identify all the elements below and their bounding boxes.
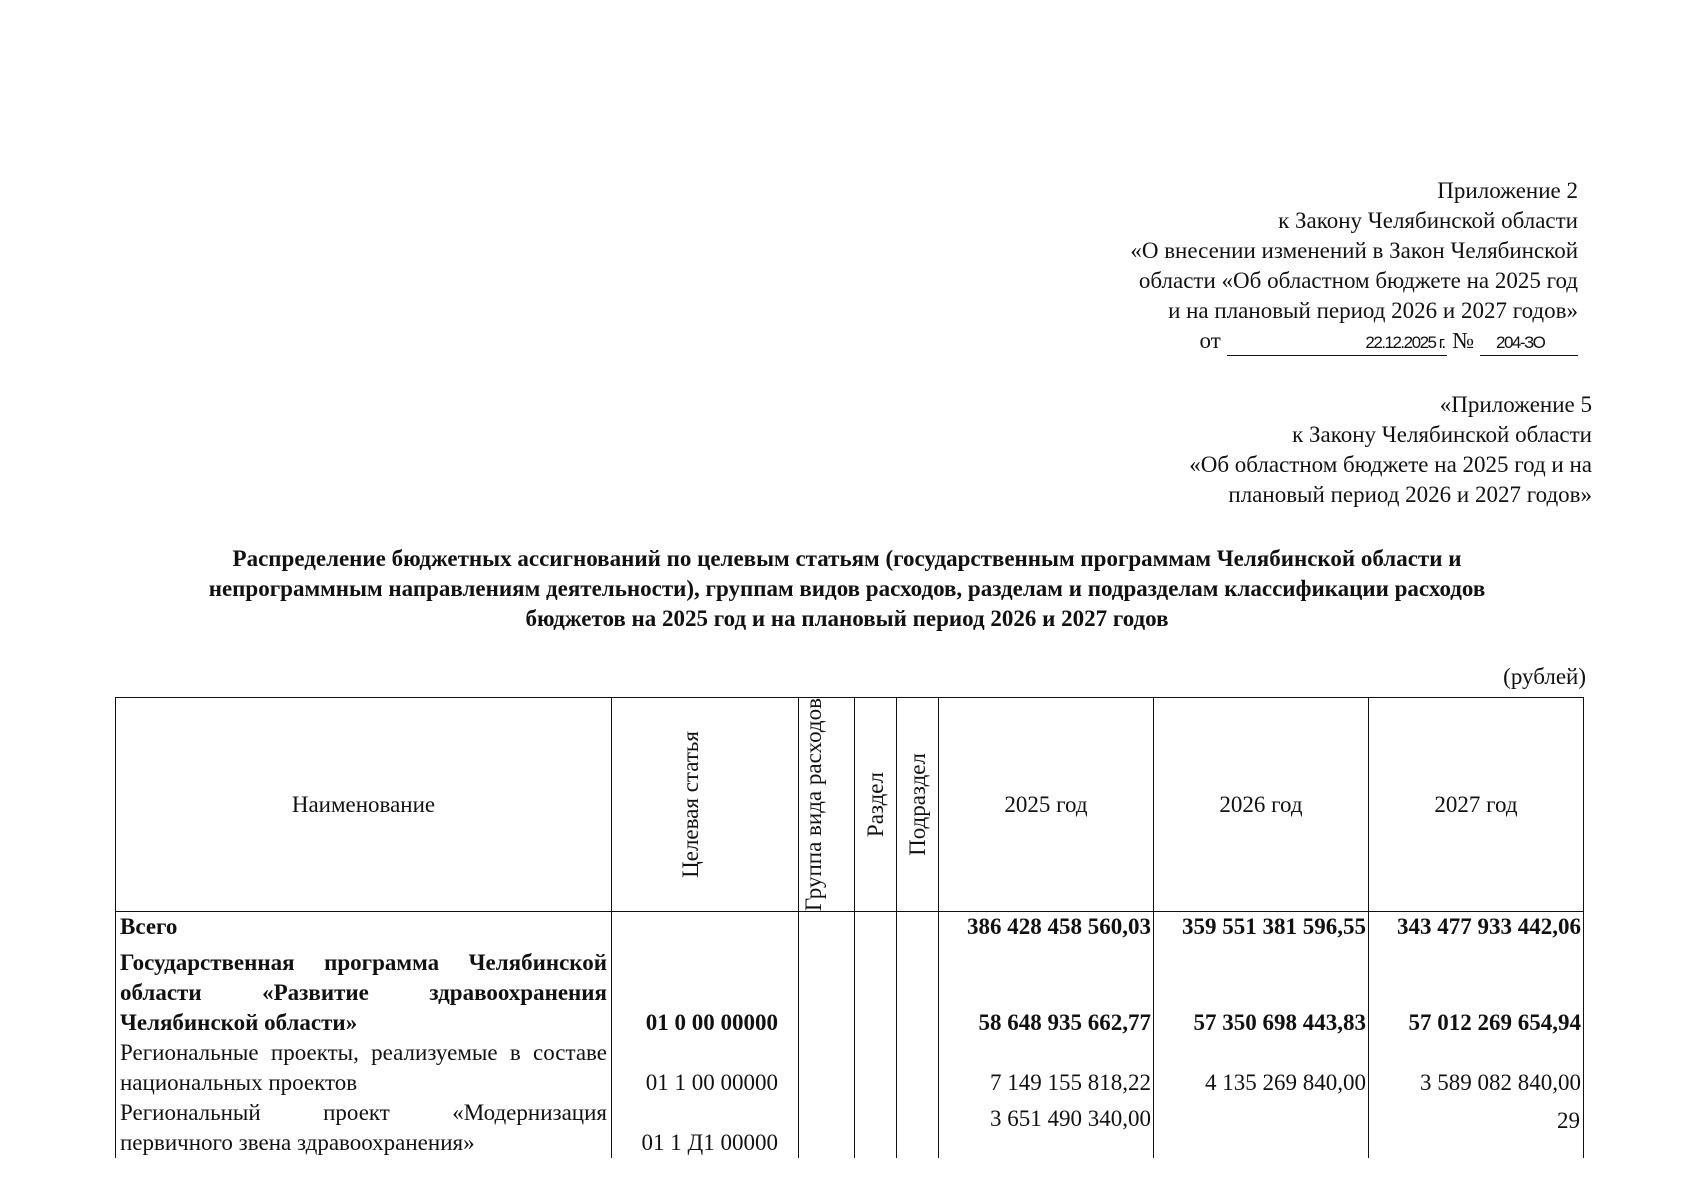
row-section	[855, 946, 897, 1038]
law-date: 22.12.2025 г.	[1227, 331, 1447, 356]
row-amount-2026	[1154, 1098, 1369, 1158]
row-amount-2026: 57 350 698 443,83	[1154, 946, 1369, 1038]
row-amount-2025: 58 648 935 662,77	[939, 946, 1154, 1038]
row-section	[855, 912, 897, 946]
row-amount-2027	[1369, 1098, 1584, 1158]
annex-original-header	[900, 390, 1592, 510]
header-2026: 2026 год	[1154, 698, 1369, 912]
row-expense-group	[799, 912, 855, 946]
table-row	[116, 946, 1584, 1038]
row-code: 01 1 Д1 00000	[612, 1098, 799, 1158]
budget-table	[115, 697, 1584, 1158]
header-expense-group: Группа вида расходов	[799, 698, 855, 912]
units-label: (рублей)	[1503, 664, 1586, 689]
row-amount-2026: 359 551 381 596,55	[1154, 912, 1369, 946]
annex-original-line: «Приложение 5	[1439, 392, 1592, 417]
law-number: 204-ЗО	[1480, 331, 1578, 356]
row-expense-group	[799, 1038, 855, 1098]
table-row	[116, 1098, 1584, 1158]
annex-current-line: к Закону Челябинской области	[1278, 208, 1578, 233]
row-amount-2025: 3 651 490 340,00	[939, 1098, 1154, 1158]
row-amount-2027: 343 477 933 442,06	[1369, 912, 1584, 946]
title-line: Распределение бюджетных ассигнований по целевым статьям (государственным программам Челябинской области и	[232, 546, 1462, 571]
row-amount-2026: 4 135 269 840,00	[1154, 1038, 1369, 1098]
annex-current-line: «О внесении изменений в Закон Челябинской	[1130, 238, 1578, 263]
row-amount-2025: 7 149 155 818,22	[939, 1038, 1154, 1098]
header-name: Наименование	[116, 698, 612, 912]
law-date-number-line	[900, 326, 1578, 356]
annex-current-header	[900, 176, 1578, 356]
number-label: №	[1452, 328, 1475, 353]
row-amount-2027: 3 589 082 840,00	[1369, 1038, 1584, 1098]
annex-current-line: и на плановый период 2026 и 2027 годов»	[1168, 298, 1578, 323]
header-subsection: Подраздел	[897, 698, 939, 912]
row-code: 01 1 00 00000	[612, 1038, 799, 1098]
annex-original-line: плановый период 2026 и 2027 годов»	[1228, 482, 1592, 507]
row-subsection	[897, 1038, 939, 1098]
row-amount-2027: 57 012 269 654,94	[1369, 946, 1584, 1038]
annex-current-line: Приложение 2	[1437, 178, 1578, 203]
document-title	[80, 544, 1614, 634]
row-expense-group	[799, 1098, 855, 1158]
row-name: Всего	[116, 912, 612, 946]
annex-original-line: к Закону Челябинской области	[1292, 422, 1592, 447]
header-2027: 2027 год	[1369, 698, 1584, 912]
page-number: 29	[1557, 1108, 1580, 1133]
row-subsection	[897, 946, 939, 1038]
row-subsection	[897, 912, 939, 946]
table-row	[116, 1038, 1584, 1098]
header-2025: 2025 год	[939, 698, 1154, 912]
row-name: Региональные проекты, реализуемые в составе национальных проектов	[116, 1038, 612, 1098]
title-line: непрограммным направлениям деятельности), группам видов расходов, разделам и подразделам классификации расходов	[208, 576, 1486, 601]
row-name: Региональный проект «Модернизация первичного звена здравоохранения»	[116, 1098, 612, 1158]
row-code: 01 0 00 00000	[612, 946, 799, 1038]
table-row	[116, 912, 1584, 946]
row-section	[855, 1038, 897, 1098]
row-name: Государственная программа Челябинской области «Развитие здравоохранения Челябинской области»	[116, 946, 612, 1038]
from-label: от	[1199, 328, 1221, 353]
title-line: бюджетов на 2025 год и на плановый период 2026 и 2027 годов	[525, 606, 1169, 631]
row-section	[855, 1098, 897, 1158]
table-header-row	[116, 698, 1584, 912]
annex-current-line: области «Об областном бюджете на 2025 год	[1138, 268, 1578, 293]
annex-original-line: «Об областном бюджете на 2025 год и на	[1189, 452, 1592, 477]
row-subsection	[897, 1098, 939, 1158]
row-expense-group	[799, 946, 855, 1038]
row-amount-2025: 386 428 458 560,03	[939, 912, 1154, 946]
header-target-item: Целевая статья	[612, 698, 799, 912]
header-section: Раздел	[855, 698, 897, 912]
row-code	[612, 912, 799, 946]
